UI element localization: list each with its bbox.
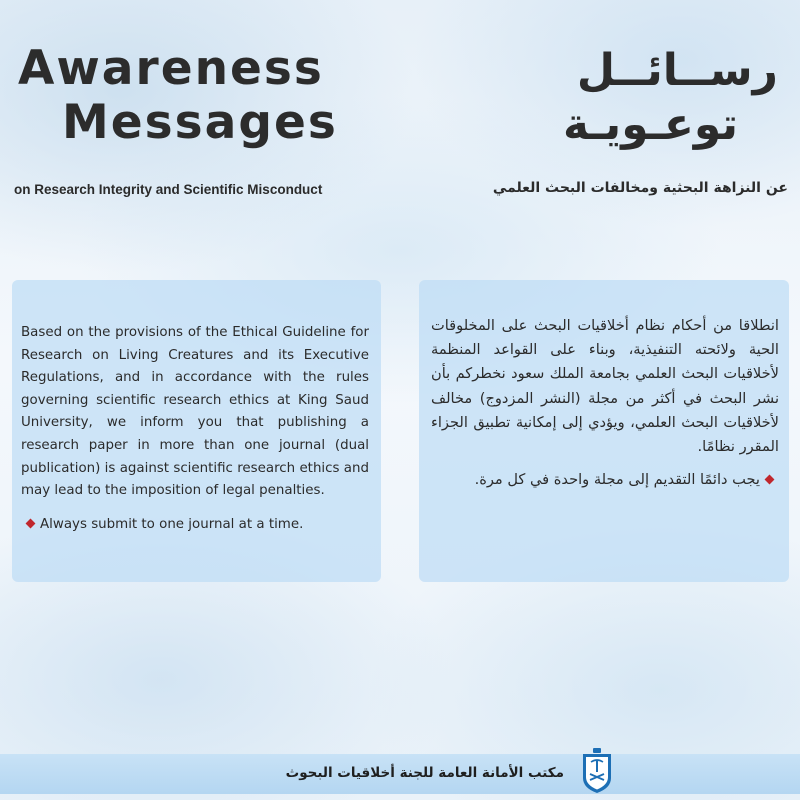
arabic-bullet	[431, 469, 779, 491]
university-emblem-icon	[581, 748, 613, 794]
english-message-body: Based on the provisions of the Ethical Guideline for Research on Living Creatures and its Executive Regulations, and in accordance with the rules governing scientific research ethics at King Saud University, we inform you that publishing a research paper in more than one journal (dual publication) is against scientific research ethics and may lead to the imposition of legal penalties.	[21, 325, 369, 499]
english-bullet	[21, 517, 369, 532]
footer-office-name: مكتب الأمانة العامة للجنة أخلاقيات البحوث	[285, 765, 564, 781]
english-bullet-text: Always submit to one journal at a time.	[40, 516, 304, 532]
title-arabic	[448, 44, 778, 152]
title-arabic-line-2: توعـويـة	[562, 99, 738, 150]
title-arabic-line-1: رســائــل	[576, 45, 778, 96]
arabic-message-card	[419, 280, 789, 582]
footer-band	[0, 754, 800, 794]
arabic-bullet-text: يجب دائمًا التقديم إلى مجلة واحدة في كل مرة.	[474, 471, 760, 489]
subtitle-arabic: عن النزاهة البحثية ومخالفات البحث العلمي	[492, 180, 788, 196]
diamond-bullet-icon	[26, 518, 36, 528]
subtitle-english: on Research Integrity and Scientific Misconduct	[14, 182, 323, 197]
diamond-bullet-icon	[765, 475, 775, 485]
title-english-line-1: Awareness	[18, 41, 324, 96]
title-english-line-2: Messages	[62, 95, 338, 150]
title-english	[18, 42, 378, 150]
arabic-message-body: انطلاقا من أحكام نظام أخلاقيات البحث على المخلوقات الحية ولائحته التنفيذية، وبناء على القواعد المنظمة لأخلاقيات البحث العلمي بجامعة الملك سعود نخطركم بأن نشر البحث في أكثر من مجلة (النشر المزدوج) مخالف لأخلاقيات البحث العلمي، ويؤدي إلى إمكانية تطبيق الجزاء المقرر نظامًا.	[431, 317, 779, 456]
english-message-card	[12, 280, 381, 582]
